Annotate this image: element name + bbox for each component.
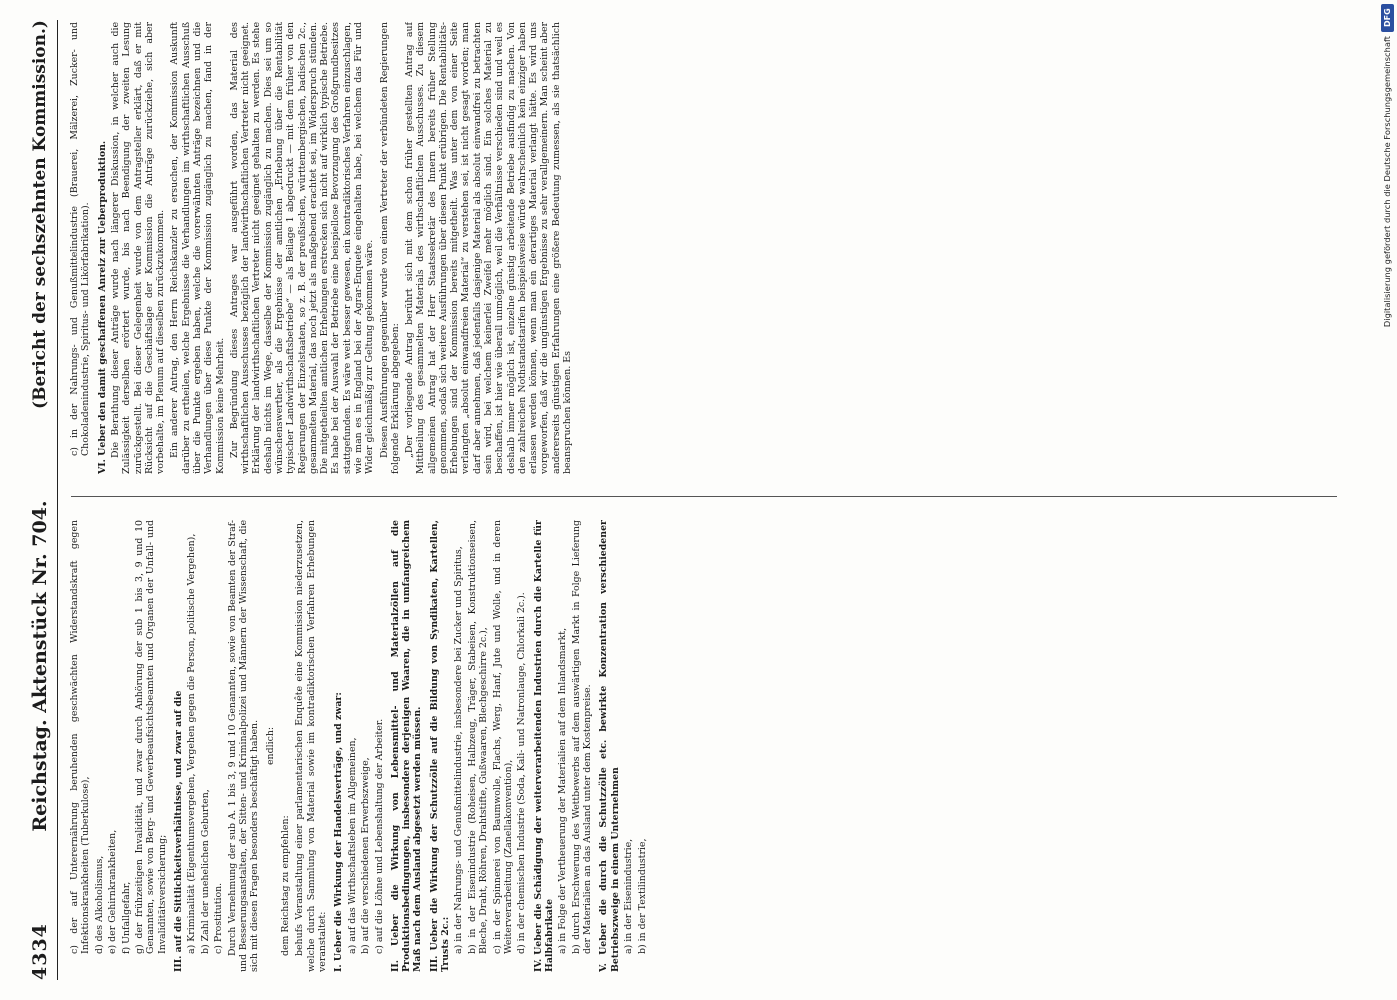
text-paragraph: e) der Gehirnkrankheiten, xyxy=(107,829,119,954)
section-heading: IV. Ueber die Schädigung der weiterverarbeitenden Industrien durch die Kartelle für Halbfabrikate xyxy=(532,520,555,972)
text-paragraph: b) Zahl der unehelichen Geburten, xyxy=(199,789,211,954)
text-paragraph: a) Kriminalität (Eigenthumsvergehen, Vergehen gegen die Person, politische Vergehen), xyxy=(186,533,198,954)
text-paragraph: a) in der Nahrungs- und Genußmittelindustrie, insbesondere bei Zucker und Spiritus, xyxy=(453,546,465,954)
text-paragraph: Durch Vernehmung der sub A. 1 bis 3, 9 und 10 Genannten, sowie von Beamten der Straf- und Besserungsanstalten, der Sitten- und Kriminalpolizei und Männern der Wissenschaft, die sich mit diesen Fragen besonders beschäftigt haben. xyxy=(226,520,261,972)
text-paragraph: b) in der Textilindustrie, xyxy=(636,838,648,954)
text-paragraph: Ein anderer Antrag, den Herrn Reichskanzler zu ersuchen, der Kommission Auskunft darüber zu ertheilen, welche Ergebnisse die Verhandlungen im wirthschaftlichen Ausschuß über die Punkte ergeben haben, welche die vorerwähnten Anträge bezeichnen und die Verhandlungen über diese Punkte der Kommission zugänglich zu machen, fand in der Kommission keine Mehrheit. xyxy=(169,22,226,474)
page-number: 4334 xyxy=(28,923,51,980)
right-text-column xyxy=(69,22,1341,474)
text-paragraph: a) in der Eisenindustrie, xyxy=(623,838,635,954)
text-paragraph: „Der vorliegende Antrag berührt sich mit dem schon früher gestellten Antrag auf Mittheilung des gesammelten Materials des wirthschaftlichen Ausschusses. Zu diesem allgemeinen Antrag hat der Herr Staatssekretär des Innern bereits früher Stellung genommen, sodaß sich weitere Ausführungen über diesen Punkt erübrigen. Die Rentabilitäts-Erhebungen sind der Kommission bereits mitgetheilt. Was unter dem von einer Seite verlangten „absolut einwandfreien Material“ zu verstehen sei, ist nicht gesagt worden; man darf aber annehmen, daß jedenfalls dasjenige Material als absolut einwandfrei zu betrachten sein wird, bei welchem keinerlei Zweifel mehr möglich sind. Ein solches Material zu beschaffen, ist hier wie überall unmöglich, weil die Verhältnisse verschieden sind und weil es deshalb immer möglich ist, einzelne günstig arbeitende Betriebe ausfindig zu machen. Von den zahlreichen Nothstandstarifen beispielsweise würde wahrscheinlich kein einziger haben erlassen werden können, wenn man ein derartiges Material verlangt hätte. Es wird uns vorgeworfen, daß wir die ungünstigen Ergebnisse zu sehr verallgemeinern. Man scheint aber andererseits günstigen Erfahrungen eine größere Bedeutung zumessen, als sie thatsächlich beanspruchen können. Es xyxy=(404,22,573,474)
text-paragraph: d) in der chemischen Industrie (Soda, Kali- und Natronlauge, Chlorkali 2c.). xyxy=(516,592,528,954)
text-paragraph: a) auf das Wirthschaftsleben im Allgemeinen, xyxy=(346,737,358,954)
section-heading: III. Ueber die Wirkung der Schutzzölle auf die Bildung von Syndikaten, Kartellen, Trusts 2c.: xyxy=(428,520,451,972)
section-heading: II. Ueber die Wirkung von Lebensmittel- und Materialzöllen auf die Produktionsbedingungen, insbesondere derjenigen Waaren, die in umfangreichem Maß nach dem Ausland abgesetzt werden müssen. xyxy=(389,520,424,972)
text-paragraph: b) in der Eisenindustrie (Roheisen, Halbzeug, Träger, Stabeisen, Konstruktionseisen, Bleche, Draht, Röhren, Drahtstifte, Gußwaaren, Blechgeschirre 2c.), xyxy=(466,520,490,954)
text-paragraph: f) Unfallgefahr, xyxy=(120,881,132,954)
dfg-logo-icon: DFG xyxy=(1381,4,1394,32)
text-paragraph: c) in der Nahrungs- und Genußmittelindustrie (Brauerei, Mälzerei, Zucker- und Chokoladenindustrie, Spiritus- und Likörfabrikation). xyxy=(69,22,92,456)
text-paragraph: c) der auf Unterernährung beruhenden geschwächten Widerstandskraft gegen Infektionskrankheiten (Tuberkulose), xyxy=(69,520,92,954)
running-title: Reichstag. Aktenstück Nr. 704. xyxy=(28,500,51,832)
section-heading: V. Ueber die durch die Schutzzölle etc. bewirkte Konzentration verschiedener Betriebszweige in einem Unternehmen xyxy=(598,520,621,972)
text-paragraph: endlich: xyxy=(264,726,276,766)
text-paragraph: Zur Begründung dieses Antrages war ausgeführt worden, das Material des wirthschaftlichen Ausschusses bezüglich der landwirthschaftlichen Vertreter nicht geeignet. Erklärung der landwirthschaftlichen Vertreter nicht geeignet gehalten zu werden. Es stehe deshalb nichts im Wege, dasselbe der Kommission zugänglich zu machen. Dies sei um so wünschenswerther, als die Ergebnisse der amtlichen „Erhebung über die Rentabilität typischer Landwirthschaftsbetriebe“ — als Beilage 1 abgedruckt — mit dem früher von den Regierungen der Einzelstaaten, so z. B. der preußischen, württembergischen, badischen 2c., gesammelten Material, das noch jetzt als maßgebend erachtet sei, im Widerspruch stünden. Die mitgetheilten amtlichen Erhebungen erstrecken sich nicht auf wirklich typische Betriebe. Es habe bei der Auswahl der Betriebe eine beispiellose Bevorzugung des Großgrundbesitzes stattgefunden. Es wäre weit besser gewesen, ein kontradiktorisches Verfahren einzuschlagen, wie man es in England bei der Agrar-Enquete eingehalten habe, bei welchem das Für und Wider gleichmäßig zur Geltung gekommen wäre. xyxy=(228,22,376,474)
text-paragraph: Diesen Ausführungen gegenüber wurde von einem Vertreter der verbündeten Regierungen folgende Erklärung abgegeben: xyxy=(378,22,401,474)
section-heading: III. auf die Sittlichkeitsverhältnisse, und zwar auf die xyxy=(173,690,184,972)
column-divider xyxy=(71,496,1337,497)
text-paragraph: g) der frühzeitigen Invalidität, und zwar durch Anhörung der sub 1 bis 3, 9 und 10 Genannten, sowie von Berg- und Gewerbeaufsichtsbeamten und Organen der Unfall- und Invaliditätsversicherung; xyxy=(134,520,168,954)
text-paragraph: c) in der Spinnerei von Baumwolle, Flachs, Werg, Hanf, Jute und Wolle, und in deren Weiterverarbeitung (Zanellakonvention), xyxy=(491,520,514,954)
text-paragraph: Die Berathung dieser Anträge wurde nach längerer Diskussion, in welcher auch die Zulässigkeit derselben erörtert wurde, bis nach Beendigung der zweiten Lesung zurückgestellt. Bei dieser Gelegenheit wurde von dem Antragsteller erklärt, daß er mit Rücksicht auf die Geschäftslage der Kommission die Anträge zurückziehe, sich aber vorbehalte, im Plenum auf dieselben zurückzukommen. xyxy=(110,22,167,474)
text-paragraph: d) des Alkoholismus, xyxy=(93,855,105,954)
text-paragraph: c) Prostitution. xyxy=(213,882,225,954)
text-paragraph: behufs Veranstaltung einer parlamentarischen Enquête eine Kommission niederzusetzen, welche durch Sammlung von Material sowie im kontradiktorischen Verfahren Erhebungen veranstaltet: xyxy=(294,520,328,972)
report-title: (Bericht der sechszehnten Kommission.) xyxy=(29,20,50,409)
dfg-credit-strip xyxy=(1379,4,1395,994)
text-paragraph: a) in Folge der Vertheuerung der Materialien auf dem Inlandsmarkt, xyxy=(557,627,569,954)
dfg-credit-text: Digitalisierung gefördert durch die Deutsche Forschungsgemeinschaft xyxy=(1382,36,1392,328)
text-paragraph: b) auf die verschiedenen Erwerbszweige, xyxy=(360,757,372,954)
text-paragraph: dem Reichstag zu empfehlen: xyxy=(280,815,291,956)
text-paragraph: c) auf die Löhne und Lebenshaltung der Arbeiter. xyxy=(373,718,385,954)
left-text-column xyxy=(69,520,1341,972)
section-heading: I. Ueber die Wirkung der Handelsverträge, und zwar: xyxy=(333,692,345,972)
rotated-document-page xyxy=(15,0,1355,1000)
text-paragraph: b) durch Erschwerung des Wettbewerbs auf dem auswärtigen Markt in Folge Lieferung der Materialien an das Ausland unter dem Kostenpreise. xyxy=(570,520,594,954)
page-header xyxy=(23,20,58,980)
section-heading: VI. Ueber den damit geschaffenen Anreiz zur Ueberproduktion. xyxy=(96,140,108,474)
